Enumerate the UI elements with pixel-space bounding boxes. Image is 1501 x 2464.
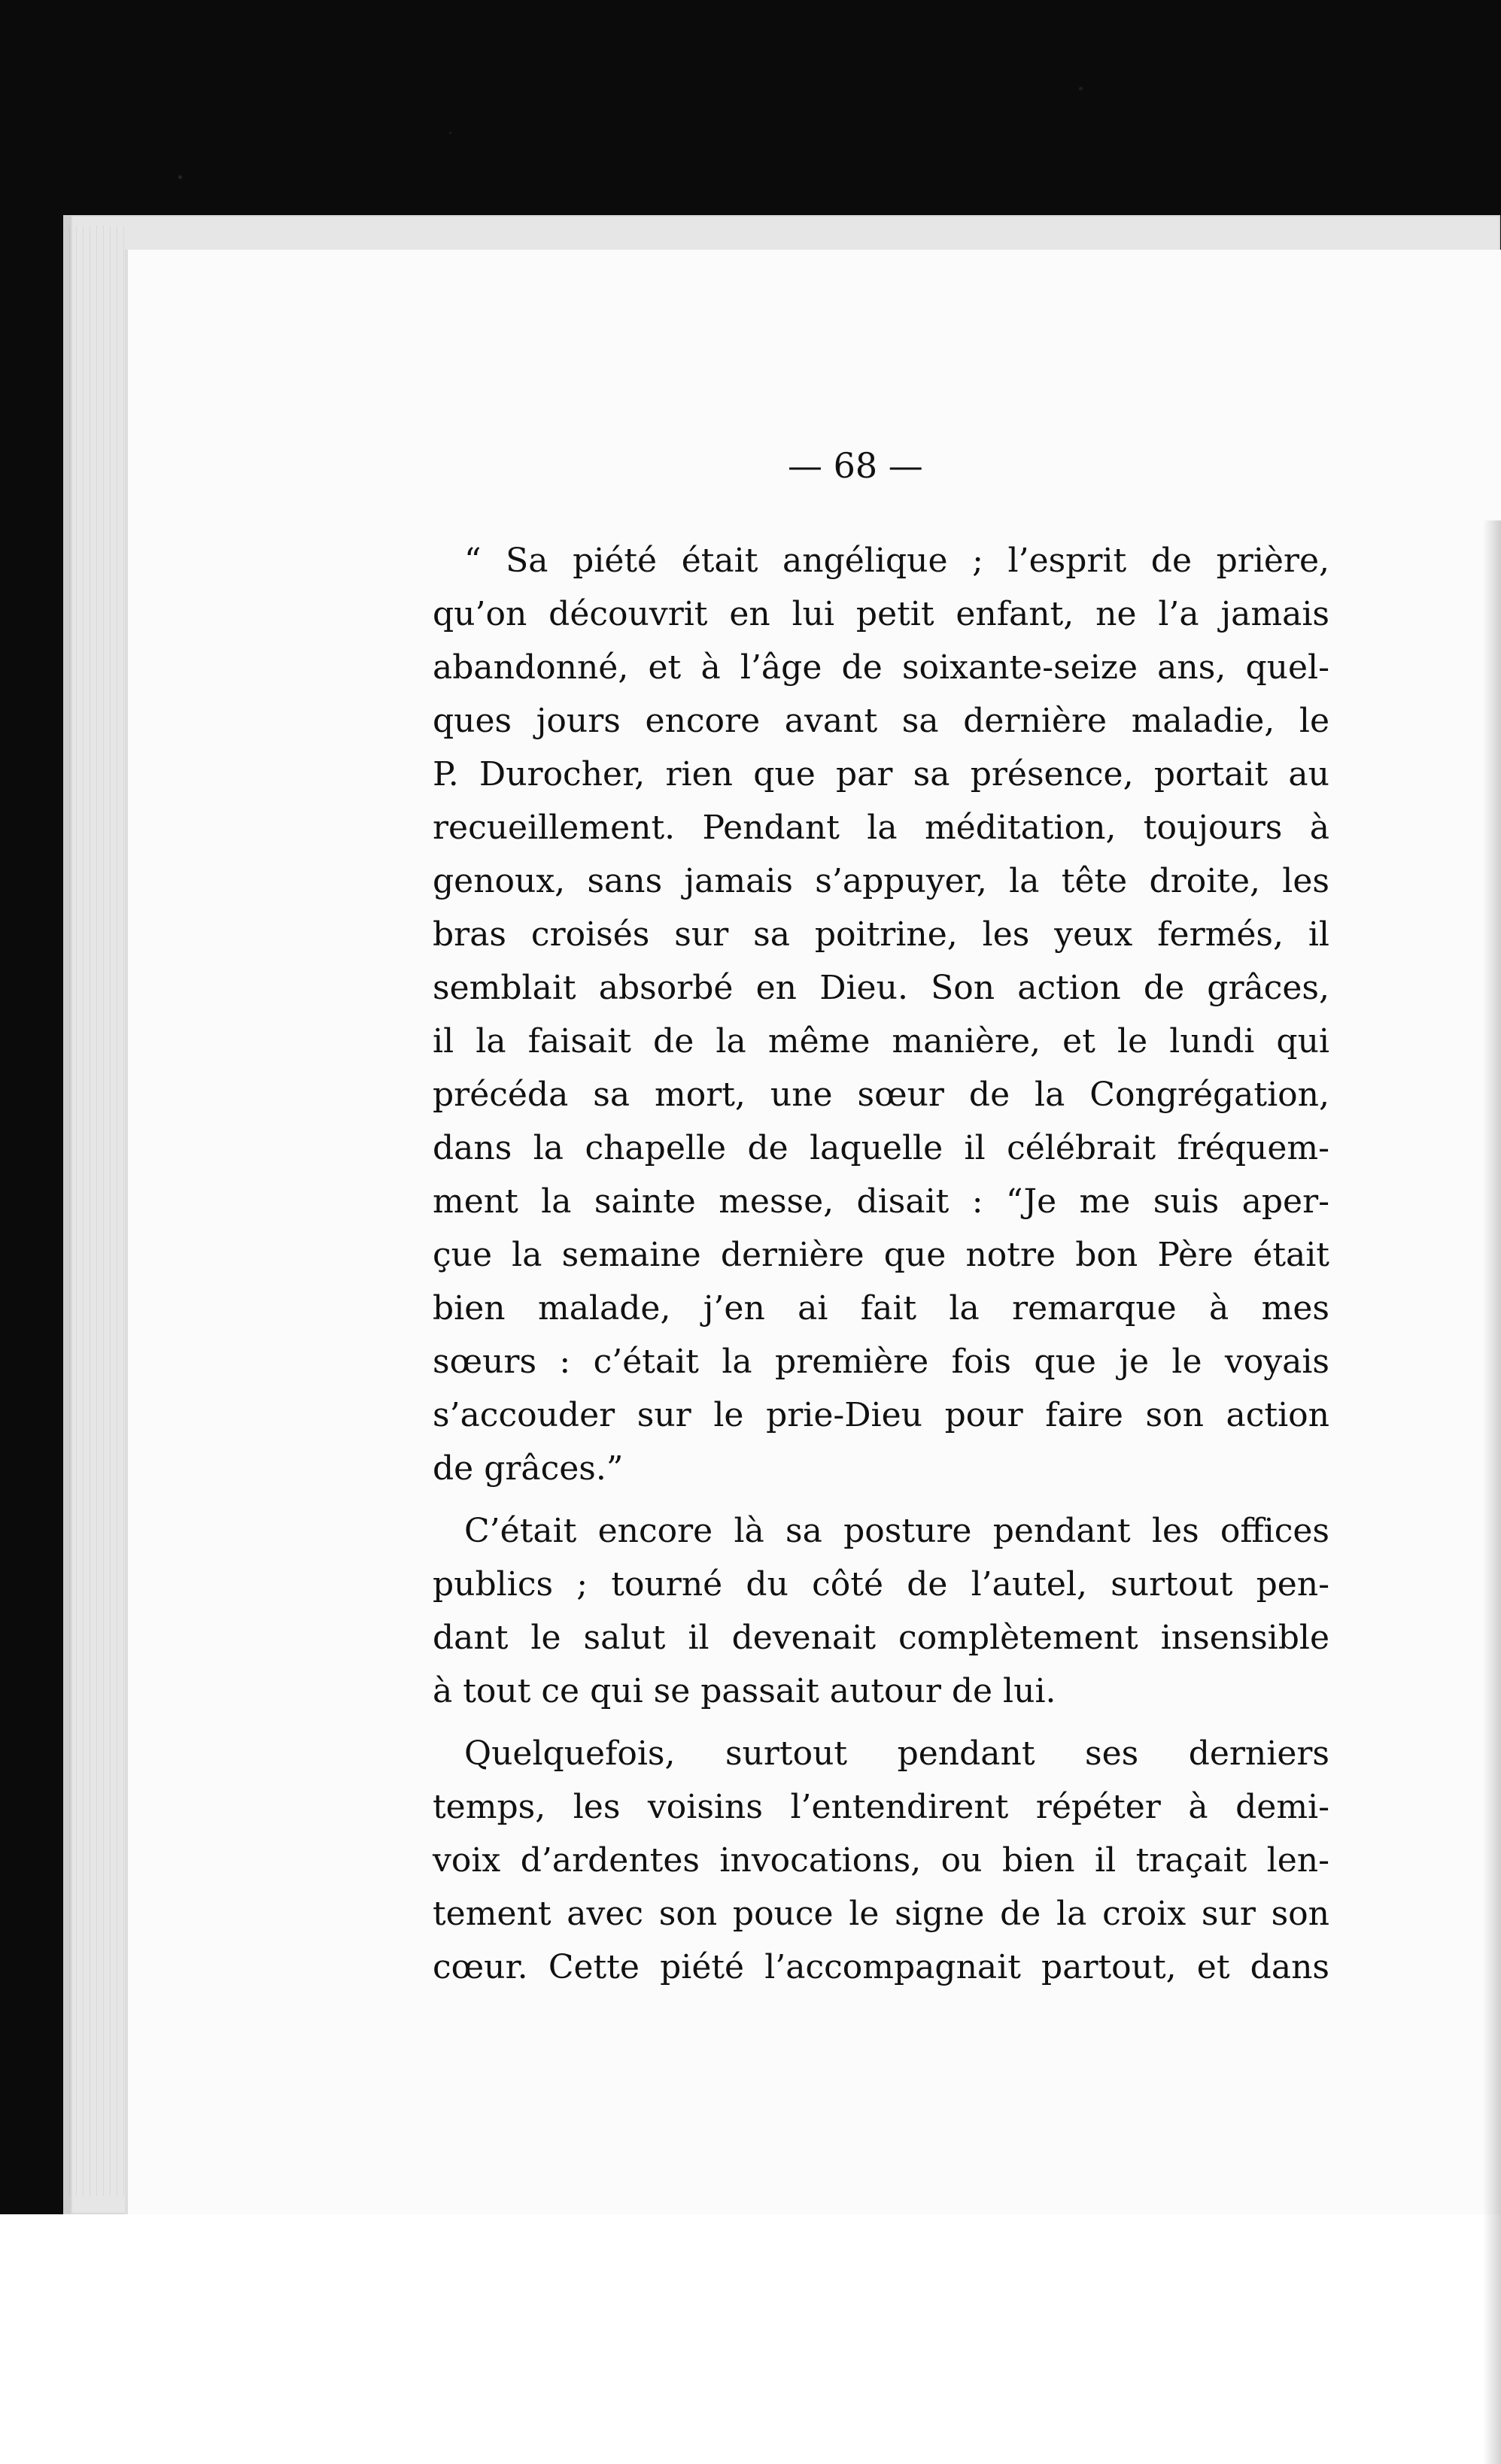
text-line: tement avec son pouce le signe de la croix sur son xyxy=(433,1895,1329,1933)
text-line: semblait absorbé en Dieu. Son action de grâces, xyxy=(433,969,1329,1007)
text-line: C’était encore là sa posture pendant les offices xyxy=(464,1512,1329,1550)
text-line: précéda sa mort, une sœur de la Congrégation, xyxy=(433,1076,1329,1114)
text-line: ques jours encore avant sa dernière maladie, le xyxy=(433,702,1329,740)
text-line: qu’on découvrit en lui petit enfant, ne l’a jamais xyxy=(433,595,1329,633)
text-line: sœurs : c’était la première fois que je le voyais xyxy=(433,1343,1329,1381)
text-line: abandonné, et à l’âge de soixante-seize ans, quel- xyxy=(433,648,1329,687)
text-line: s’accouder sur le prie-Dieu pour faire son action xyxy=(433,1396,1329,1434)
text-line: “ Sa piété était angélique ; l’esprit de prière, xyxy=(464,542,1329,580)
text-line: genoux, sans jamais s’appuyer, la tête droite, les xyxy=(433,862,1329,900)
text-block xyxy=(433,534,1329,1994)
page-right-shadow xyxy=(1483,520,1501,2464)
text-line: Quelquefois, surtout pendant ses derniers xyxy=(464,1734,1329,1773)
page-edge-lines xyxy=(69,226,129,2196)
text-line: P. Durocher, rien que par sa présence, portait au xyxy=(433,755,1329,794)
paragraph xyxy=(433,1727,1329,1994)
text-line: ment la sainte messe, disait : “Je me suis aper- xyxy=(433,1182,1329,1221)
text-line: à tout ce qui se passait autour de lui. xyxy=(433,1672,1056,1710)
text-line: temps, les voisins l’entendirent répéter à demi- xyxy=(433,1788,1329,1826)
text-line: il la faisait de la même manière, et le lundi qui xyxy=(433,1022,1329,1061)
paragraph xyxy=(433,1504,1329,1718)
text-line: recueillement. Pendant la méditation, toujours à xyxy=(433,809,1329,847)
text-line: voix d’ardentes invocations, ou bien il traçait len- xyxy=(433,1841,1329,1880)
text-line: çue la semaine dernière que notre bon Père était xyxy=(433,1236,1329,1274)
text-line: bien malade, j’en ai fait la remarque à mes xyxy=(433,1289,1329,1328)
page-number: — 68 — xyxy=(788,445,923,486)
text-line: cœur. Cette piété l’accompagnait partout, et dans xyxy=(433,1948,1329,1986)
text-line: bras croisés sur sa poitrine, les yeux fermés, il xyxy=(433,915,1329,954)
text-line: dant le salut il devenait complètement insensible xyxy=(433,1619,1329,1657)
text-line: publics ; tourné du côté de l’autel, surtout pen- xyxy=(433,1565,1329,1604)
paragraph xyxy=(433,534,1329,1495)
text-line: dans la chapelle de laquelle il célébrait fréquem- xyxy=(433,1129,1329,1167)
text-line: de grâces.” xyxy=(433,1449,624,1488)
